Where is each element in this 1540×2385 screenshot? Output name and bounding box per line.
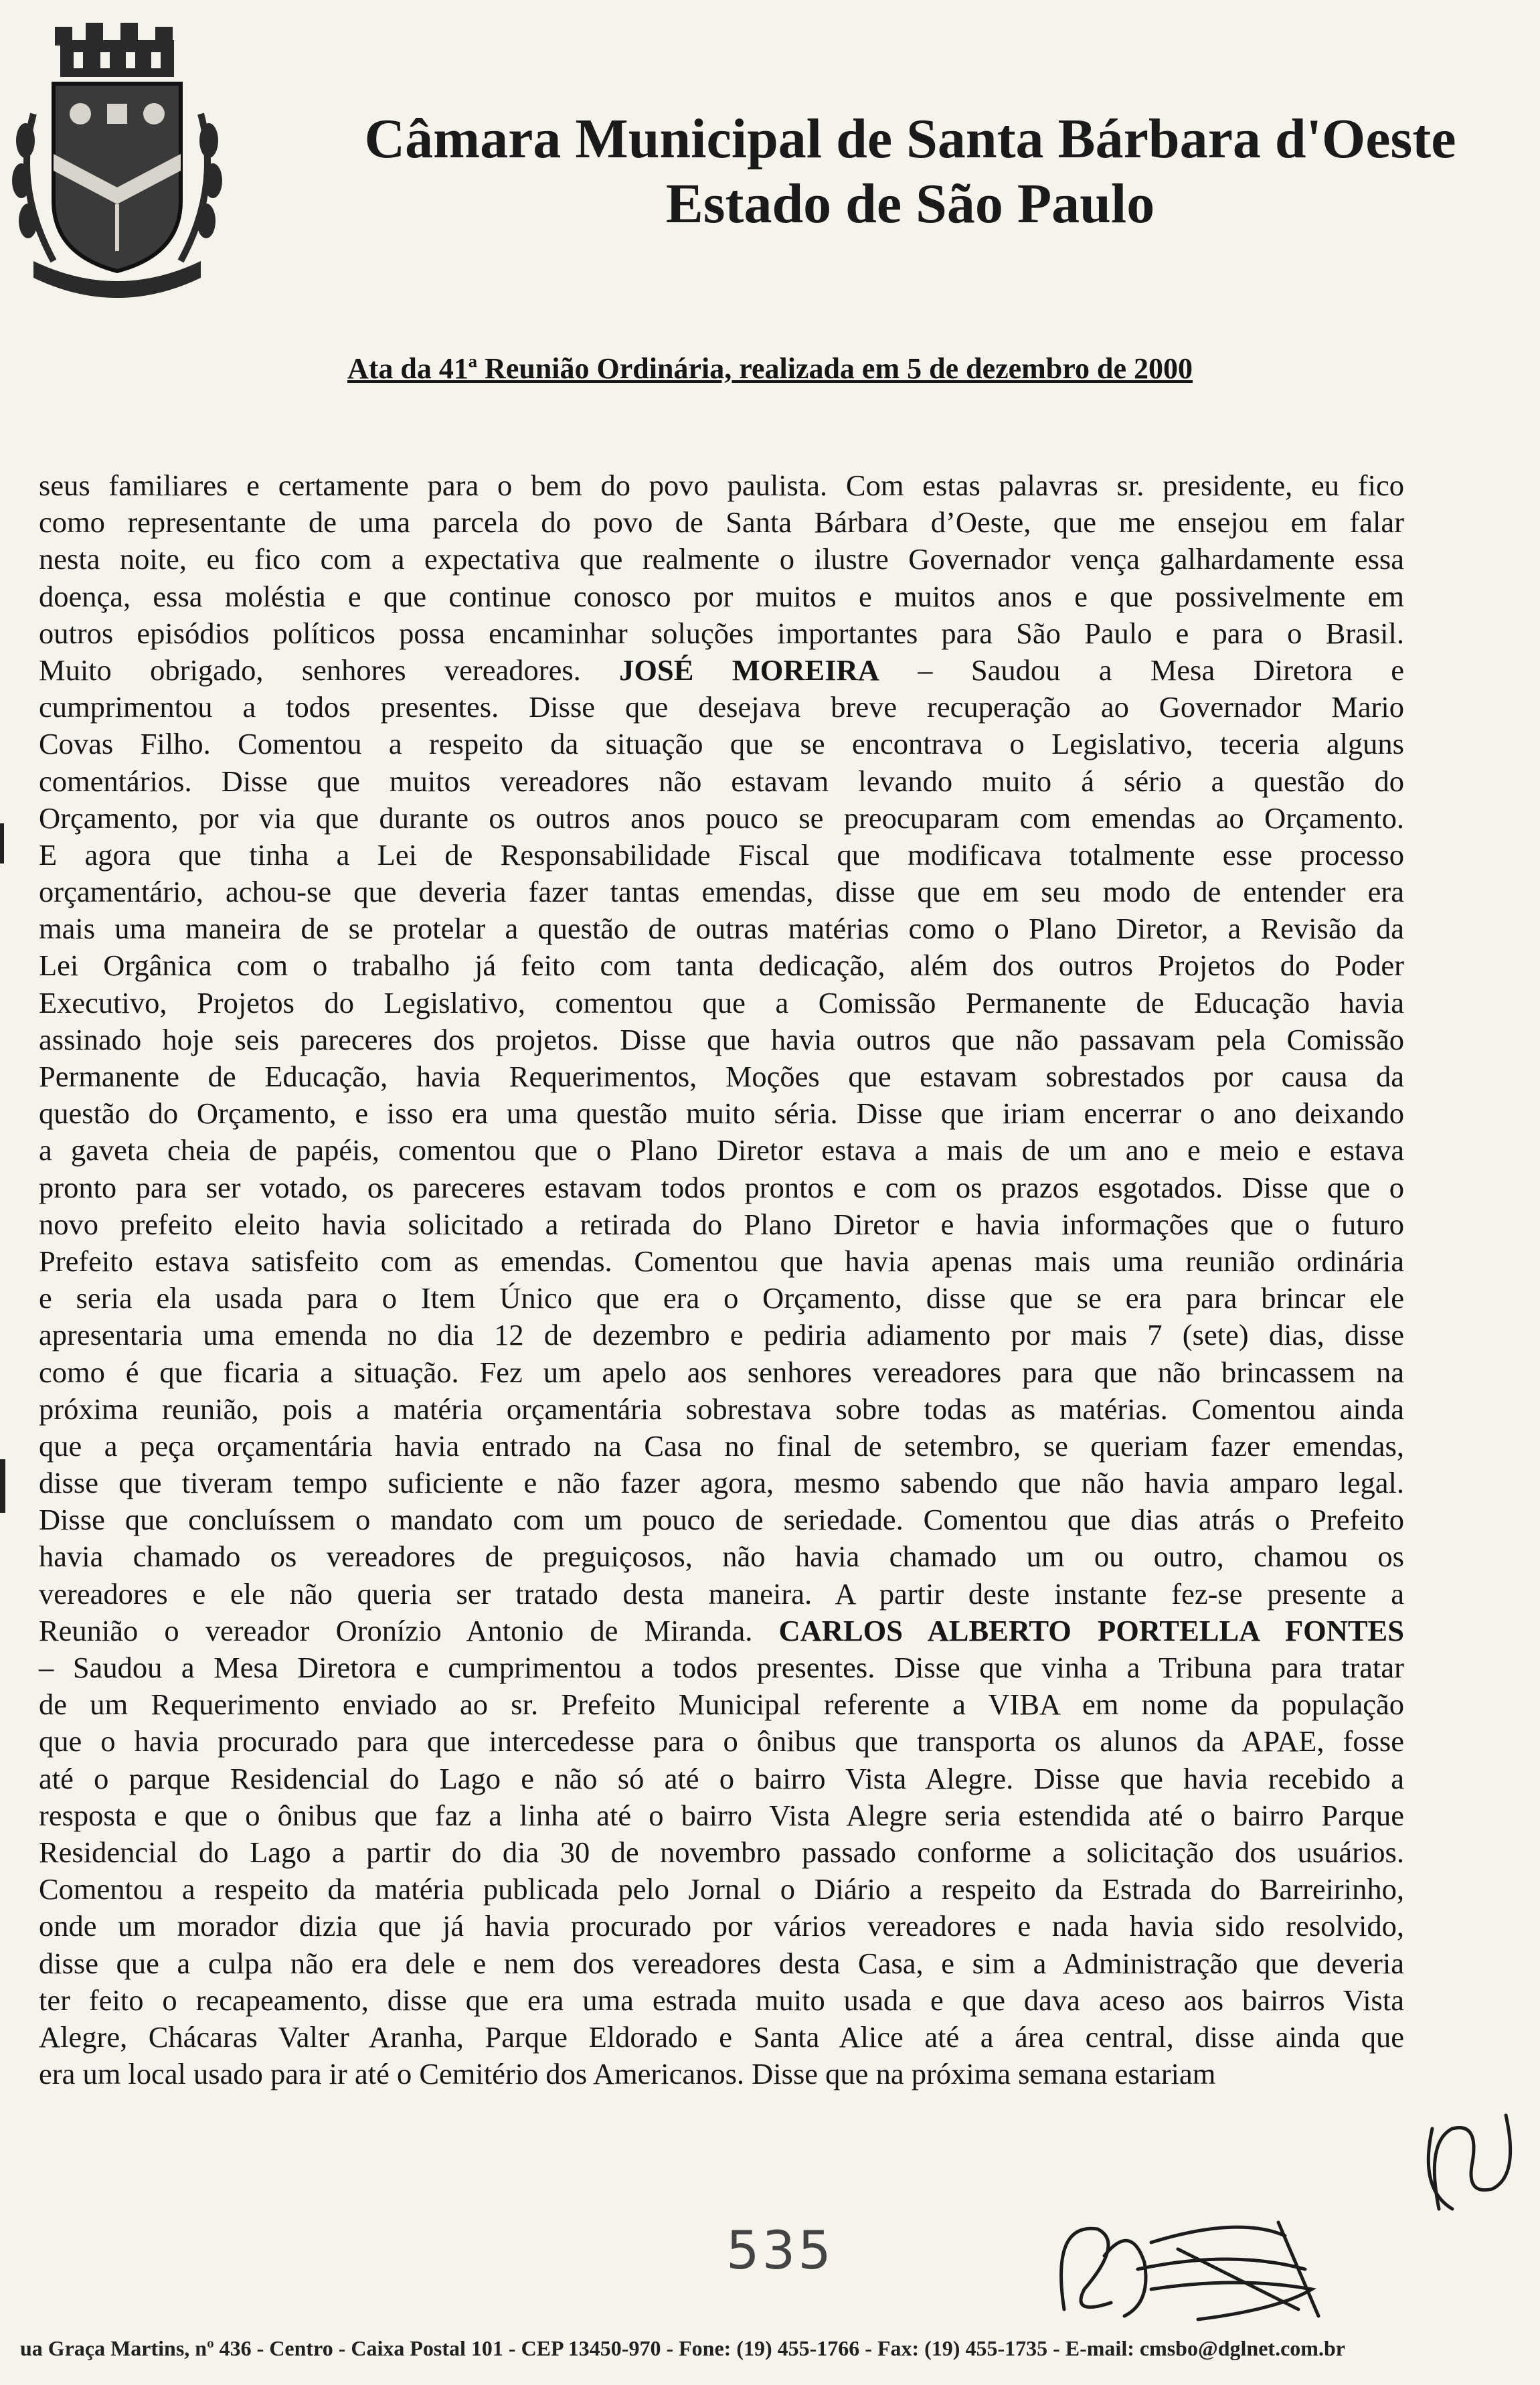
text-segment: mais uma maneira de se protelar a questão de outras matérias como o Plano Diretor, a Revisão da [39,912,1404,946]
text-line [39,1649,1404,1686]
text-line [39,800,1404,837]
text-segment: Comentou a respeito da matéria publicada pelo Jornal o Diário a respeito da Estrada do Barreirinho, [39,1872,1404,1906]
text-segment: a gaveta cheia de papéis, comentou que o Plano Diretor estava a mais de um ano e meio e estava [39,1133,1404,1167]
text-segment: disse que a culpa não era dele e nem dos vereadores desta Casa, e sim a Administração que deveria [39,1946,1404,1980]
text-segment: questão do Orçamento, e isso era uma questão muito séria. Disse que iriam encerrar o ano deixando [39,1096,1404,1131]
signature-icon [1024,2088,1539,2336]
text-segment: de um Requerimento enviado ao sr. Prefeito Municipal referente a VIBA em nome da população [39,1688,1404,1722]
text-segment: que a peça orçamentária havia entrado na Casa no final de setembro, se queriam fazer emendas, [39,1428,1404,1463]
text-line [39,874,1404,910]
institution-name: Câmara Municipal de Santa Bárbara d'Oeste [364,108,1456,170]
text-line [39,504,1404,541]
text-segment: – Saudou a Mesa Diretora e [879,653,1404,687]
footer-address: ua Graça Martins, nº 436 - Centro - Caixa Postal 101 - CEP 13450-970 - Fone: (19) 455-1766 - Fax: (19) 455-1735 - E-mail: cmsbo@dglnet.com.br [20,2336,1345,2360]
text-line [39,541,1404,578]
text-segment: comentários. Disse que muitos vereadores não estavam levando muito á sério a questão do [39,764,1404,798]
text-line [39,1021,1404,1058]
text-line [39,689,1404,726]
text-line [39,1723,1404,1760]
text-segment: Permanente de Educação, havia Requerimentos, Moções que estavam sobrestados por causa da [39,1060,1404,1093]
text-segment: seus familiares e certamente para o bem do povo paulista. Com estas palavras sr. presidente, eu fico [39,469,1404,502]
margin-mark [0,823,4,863]
text-line [39,2056,1404,2092]
text-line [39,947,1404,984]
text-line [39,1280,1404,1317]
text-line [39,1834,1404,1871]
text-line [39,763,1404,800]
text-segment: Covas Filho. Comentou a respeito da situação que se encontrava o Legislativo, teceria alguns [39,727,1404,761]
text-segment: era um local usado para ir até o Cemitério dos Americanos. Disse que na próxima semana estariam [39,2057,1216,2091]
text-line [39,1095,1404,1132]
text-segment: Executivo, Projetos do Legislativo, comentou que a Comissão Permanente de Educação havia [39,985,1404,1019]
text-line [39,1206,1404,1243]
text-segment: Orçamento, por via que durante os outros anos pouco se preocuparam com emendas ao Orçamento. [39,801,1404,835]
text-line [39,1132,1404,1169]
text-line [39,1686,1404,1723]
text-line [39,1243,1404,1280]
text-line [39,985,1404,1021]
speaker-name: CARLOS ALBERTO PORTELLA FONTES [778,1613,1404,1647]
text-line [39,1391,1404,1428]
text-line [39,652,1404,689]
text-segment: cumprimentou a todos presentes. Disse que desejava breve recuperação ao Governador Mario [39,690,1404,724]
text-segment: doença, essa moléstia e que continue conosco por muitos e muitos anos e que possivelmente em [39,579,1404,613]
text-line [39,1613,1404,1649]
institution-state: Estado de São Paulo [665,172,1155,235]
text-line [39,726,1404,762]
text-segment: onde um morador dizia que já havia procurado por vários vereadores e nada havia sido resolvido, [39,1909,1404,1943]
text-line [39,837,1404,874]
text-segment: apresentaria uma emenda no dia 12 de dezembro e pediria adiamento por mais 7 (sete) dias, disse [39,1318,1404,1352]
text-line [39,1797,1404,1834]
text-segment: até o parque Residencial do Lago e não só até o bairro Vista Alegre. Disse que havia recebido a [39,1761,1404,1795]
text-line [39,1982,1404,2019]
text-segment: vereadores e ele não queria ser tratado desta maneira. A partir deste instante fez-se presente a [39,1576,1404,1611]
text-line [39,1538,1404,1575]
text-segment: disse que tiveram tempo suficiente e não fazer agora, mesmo sabendo que não havia amparo legal. [39,1466,1404,1500]
text-segment: nesta noite, eu fico com a expectativa que realmente o ilustre Governador vença galhardamente essa [39,542,1404,576]
text-segment: outros episódios políticos possa encaminhar soluções importantes para São Paulo e para o Brasil. [39,616,1404,650]
text-segment: como é que ficaria a situação. Fez um apelo aos senhores vereadores para que não brincassem na [39,1355,1404,1389]
text-line [39,1871,1404,1908]
text-segment: como representante de uma parcela do povo de Santa Bárbara d’Oeste, que me ensejou em falar [39,505,1404,540]
text-line [39,467,1404,504]
text-segment: Prefeito estava satisfeito com as emendas. Comentou que havia apenas mais uma reunião ordinária [39,1244,1404,1278]
text-line [39,1945,1404,1982]
text-line [39,1576,1404,1613]
text-line [39,1428,1404,1465]
text-line [39,1908,1404,1945]
minutes-body [39,467,1404,2092]
text-line [39,1058,1404,1095]
coat-of-arms-icon [7,20,228,301]
text-line [39,2019,1404,2056]
text-segment: novo prefeito eleito havia solicitado a retirada do Plano Diretor e havia informações que o futuro [39,1207,1404,1241]
text-segment: Reunião o vereador Oronízio Antonio de Miranda. [39,1613,779,1647]
minutes-heading: Ata da 41ª Reunião Ordinária, realizada em 5 de dezembro de 2000 [347,352,1193,385]
text-line [39,1760,1404,1797]
text-segment: e seria ela usada para o Item Único que era o Orçamento, disse que se era para brincar ele [39,1281,1404,1315]
text-segment: Disse que concluíssem o mandato com um pouco de seriedade. Comentou que dias atrás o Prefeito [39,1503,1404,1537]
text-segment: resposta e que o ônibus que faz a linha até o bairro Vista Alegre seria estendida até o bairro Parque [39,1798,1404,1832]
text-segment: E agora que tinha a Lei de Responsabilidade Fiscal que modificava totalmente esse processo [39,837,1404,872]
text-line [39,1354,1404,1391]
text-line [39,1465,1404,1501]
text-segment: Residencial do Lago a partir do dia 30 de novembro passado conforme a solicitação dos usuários. [39,1835,1404,1869]
text-line [39,910,1404,947]
text-segment: próxima reunião, pois a matéria orçamentária sobrestava sobre todas as matérias. Comentou ainda [39,1392,1404,1426]
text-segment: Muito obrigado, senhores vereadores. [39,653,620,687]
text-segment: – Saudou a Mesa Diretora e cumprimentou a todos presentes. Disse que vinha a Tribuna para tratar [39,1651,1404,1684]
text-line [39,1169,1404,1206]
text-segment: orçamentário, achou-se que deveria fazer tantas emendas, disse que em seu modo de entender era [39,875,1404,909]
text-line [39,1317,1404,1353]
text-segment: ter feito o recapeamento, disse que era uma estrada muito usada e que dava aceso aos bairros Vista [39,1983,1404,2017]
text-segment: Alegre, Chácaras Valter Aranha, Parque Eldorado e Santa Alice até a área central, disse ainda que [39,2020,1404,2054]
text-line [39,615,1404,652]
text-segment: que o havia procurado para que intercedesse para o ônibus que transporta os alunos da APAE, fosse [39,1724,1404,1758]
institution-title [281,107,1539,236]
text-segment: pronto para ser votado, os pareceres estavam todos prontos e com os prazos esgotados. Disse que o [39,1170,1404,1204]
page-number: 535 [726,2221,834,2281]
margin-mark [0,1459,5,1513]
text-segment: havia chamado os vereadores de preguiçosos, não havia chamado um ou outro, chamou os [39,1540,1404,1574]
speaker-name: JOSÉ MOREIRA [619,653,879,687]
text-line [39,1501,1404,1538]
text-line [39,578,1404,615]
text-segment: assinado hoje seis pareceres dos projetos. Disse que havia outros que não passavam pela Comissão [39,1022,1404,1056]
text-segment: Lei Orgânica com o trabalho já feito com tanta dedicação, além dos outros Projetos do Poder [39,949,1404,983]
